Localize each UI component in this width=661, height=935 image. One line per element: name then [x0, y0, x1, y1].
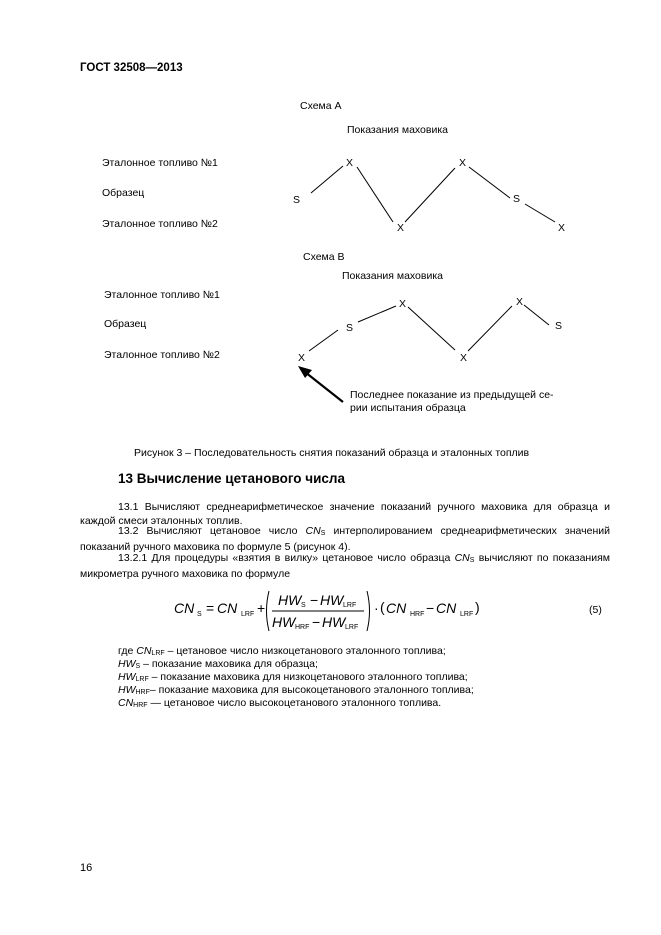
paragraph-13-2: 13.2 Вычисляют цетановое число $CN_S$ интерполированием среднеарифметических значений показаний ручного маховика по формуле 5 (рисунок 4). [80, 525, 610, 553]
scheme-a-point: X [346, 157, 354, 169]
scheme-b-point: S [346, 322, 354, 334]
section-title: 13 Вычисление цетанового числа [118, 471, 345, 486]
scheme-b-point: X [298, 352, 306, 364]
scheme-b-row-sample: Образец [104, 318, 147, 330]
scheme-a-row-ref1: Эталонное топливо №1 [102, 157, 218, 169]
scheme-a-row-ref2: Эталонное топливо №2 [102, 218, 218, 230]
standard-header: ГОСТ 32508—2013 [80, 62, 183, 74]
legend-line: где $CN_{LRF}$ – цетановое число низкоцетанового эталонного топлива; [118, 645, 446, 657]
scheme-a-point: X [397, 222, 405, 234]
scheme-b-trace [309, 305, 549, 351]
scheme-b-note-line2: рии испытания образца [350, 402, 466, 414]
formula-5: CN S = CN LRF + HW S − HW LRF HW HRF − HW LRF · ( CN HRF − CN LRF ) [170, 590, 490, 640]
scheme-a-point: X [459, 157, 467, 169]
figure-caption: Рисунок 3 – Последовательность снятия показаний образца и эталонных топлив [134, 447, 530, 459]
legend-line: $HW_{HRF}-$ показание маховика для высокоцетанового эталонного топлива; [118, 684, 474, 696]
arrow-icon [298, 366, 343, 402]
scheme-b-point: X [516, 296, 524, 308]
paragraph-13-1: 13.1 Вычисляют среднеарифметическое значение показаний ручного маховика для образца и каждой смеси эталонных топлив. [80, 501, 610, 527]
scheme-b-title: Схема В [303, 251, 345, 263]
legend-line: $HW_S$ – показание маховика для образца; [118, 658, 318, 670]
legend-line: $CN_{HRF}$ — цетановое число высокоцетанового эталонного топлива. [118, 697, 442, 709]
legend-line: $HW_{LRF}$ – показание маховика для низкоцетанового эталонного топлива; [118, 671, 468, 683]
scheme-a-title: Схема А [300, 100, 342, 112]
scheme-a-point: S [513, 193, 521, 205]
page-number: 16 [80, 862, 93, 874]
paragraph-13-2-1: 13.2.1 Для процедуры «взятия в вилку» цетановое число образца $CN_S$ вычисляют по показаниям микрометра ручного маховика по формуле [80, 552, 610, 580]
scheme-a-row-sample: Образец [102, 187, 145, 199]
scheme-b-point: S [555, 320, 563, 332]
scheme-b-point: X [460, 352, 468, 364]
scheme-a-point: S [293, 194, 301, 206]
formula-number: (5) [589, 604, 602, 616]
scheme-b-subtitle: Показания маховика [342, 270, 443, 282]
scheme-b-row-ref2: Эталонное топливо №2 [104, 349, 220, 361]
scheme-a-point: X [558, 222, 566, 234]
scheme-b-point: X [399, 298, 407, 310]
scheme-a-subtitle: Показания маховика [347, 124, 448, 136]
scheme-b-note-line1: Последнее показание из предыдущей се- [350, 389, 554, 401]
scheme-b-row-ref1: Эталонное топливо №1 [104, 289, 220, 301]
